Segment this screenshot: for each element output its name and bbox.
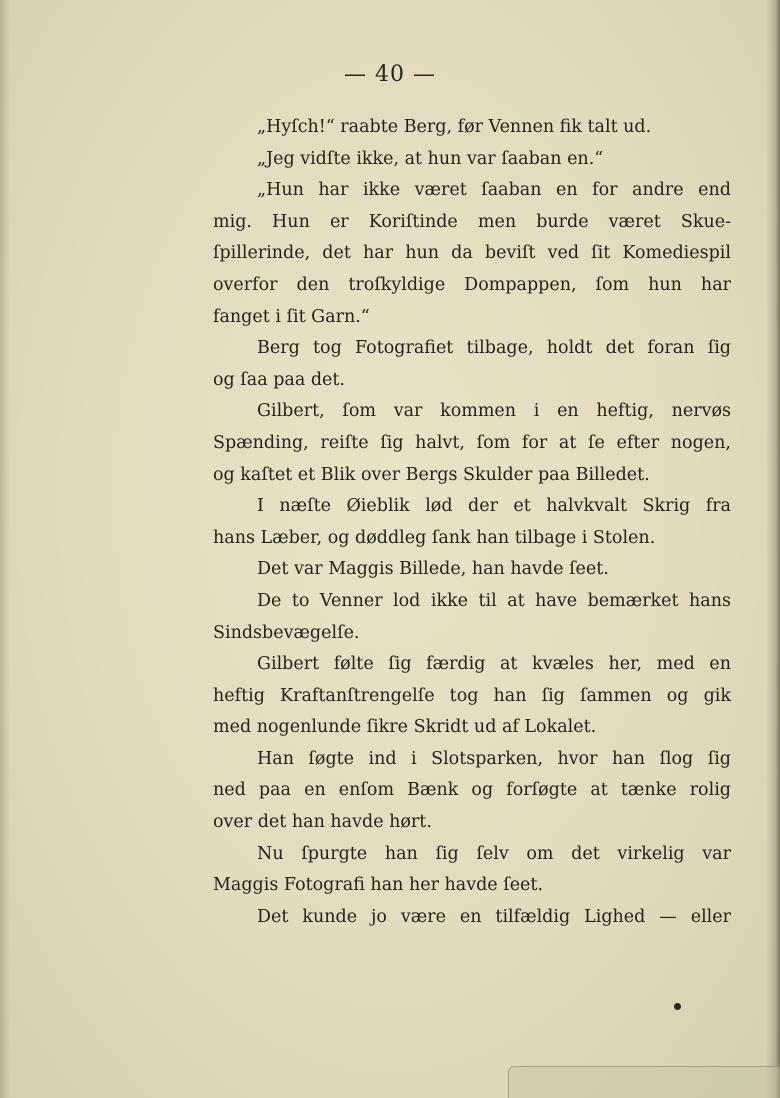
text-line: og kaſtet et Blik over Bergs Skulder paa Billedet.	[213, 464, 650, 485]
text-line: over det han havde hørt.	[213, 812, 432, 833]
text-line: „Hyſch!“ raabte Berg, før Vennen fik talt ud.	[257, 117, 652, 137]
text-line: og ſaa paa det.	[213, 369, 345, 390]
text-line: Gilbert følte ſig færdig at kvæles her, med en	[257, 654, 731, 675]
ink-spot	[674, 1003, 681, 1010]
text-line: Det var Maggis Billede, han havde ſeet.	[257, 559, 609, 580]
text-line: Gilbert, ſom var kommen i en heftig, nervøs	[257, 401, 731, 422]
text-line: I næſte Øieblik lød der et halvkvalt Skrig fra	[257, 496, 731, 517]
page-left-edge	[0, 0, 10, 1098]
text-line: med nogenlunde ſikre Skridt ud af Lokalet.	[213, 717, 597, 738]
text-line: Spænding, reiſte ſig halvt, ſom for at ſe efter nogen,	[213, 432, 731, 453]
text-line: De to Venner lod ikke til at have bemærket hans	[257, 590, 731, 611]
text-line: Det kunde jo være en tilfældig Lighed — eller	[257, 906, 731, 927]
text-line: fanget i ſit Garn.“	[213, 306, 370, 327]
text-line: Nu ſpurgte han ſig ſelv om det virkelig var	[257, 843, 731, 864]
page-number: — 40 —	[344, 62, 436, 87]
body-text	[213, 112, 731, 933]
text-line: „Hun har ikke været ſaaban en for andre end	[257, 180, 731, 201]
text-line: mig. Hun er Koriſtinde men burde været Skue-	[213, 211, 731, 232]
text-line: hans Læber, og døddleg ſank han tilbage i Stolen.	[213, 527, 656, 548]
text-line: Berg tog Fotografiet tilbage, holdt det foran ſig	[257, 338, 731, 359]
text-line: Maggis Fotografi han her havde ſeet.	[213, 875, 544, 896]
text-line: heftig Kraftanſtrengelſe tog han ſig ſammen og gik	[213, 685, 731, 706]
page-right-edge	[766, 0, 780, 1098]
text-line: ned paa en enſom Bænk og forſøgte at tænke rolig	[213, 780, 731, 801]
page-fold-corner	[508, 1066, 780, 1098]
text-line: „Jeg vidſte ikke, at hun var ſaaban en.“	[257, 148, 604, 169]
text-line: ſpillerinde, det har hun da beviſt ved ſit Komediespil	[213, 243, 731, 264]
text-line: Sindsbevægelſe.	[213, 622, 360, 643]
text-line: overfor den troſkyldige Dompappen, ſom hun har	[213, 274, 731, 295]
text-line: Han ſøgte ind i Slotsparken, hvor han ſlog ſig	[257, 748, 731, 769]
